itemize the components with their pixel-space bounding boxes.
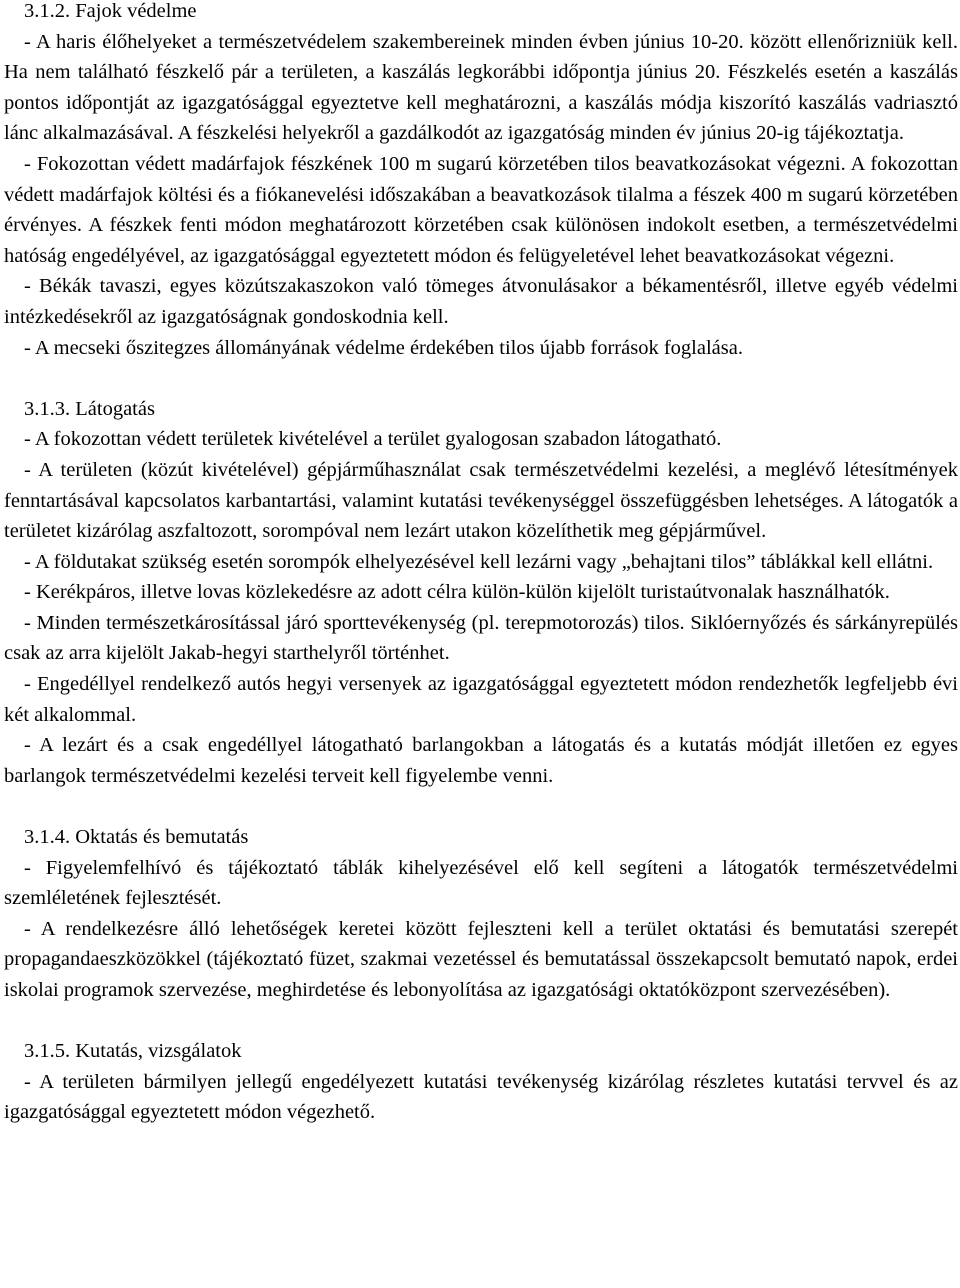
paragraph: - Békák tavaszi, egyes közútszakaszokon való tömeges átvonulásakor a békamentésről, illetve egyéb védelmi intézkedésekről az igazgatóságnak gondoskodnia kell.	[4, 275, 958, 328]
paragraph: - A haris élőhelyeket a természetvédelem szakembereinek minden évben június 10-20. között ellenőrizniük kell. Ha nem található fészkelő pár a területen, a kaszálás legkorábbi időpontja június 20. Fészkelés esetén a kaszálás pontos időpontját az igazgatósággal egyeztetve kell meghatározni, a kaszálás módja kiszorító kaszálás vadriasztó lánc alkalmazásával. A fészkelési helyekről a gazdálkodót az igazgatóság minden év június 20-ig tájékoztatja.	[4, 30, 958, 145]
section-fajok-vedelme	[4, 0, 958, 363]
paragraph: - Engedéllyel rendelkező autós hegyi versenyek az igazgatósággal egyeztetett módon rendezhetők legfeljebb évi két alkalommal.	[4, 673, 958, 726]
paragraph: - A lezárt és a csak engedéllyel látogatható barlangokban a látogatás és a kutatás módját illetően ez egyes barlangok természetvédelmi kezelési terveit kell figyelembe venni.	[4, 734, 958, 787]
paragraph: - Fokozottan védett madárfajok fészkének 100 m sugarú körzetében tilos beavatkozásokat végezni. A fokozottan védett madárfajok költési és a fiókanevelési időszakában a beavatkozások tilalma a fészek 400 m sugarú körzetében érvényes. A fészkek fenti módon meghatározott körzetében csak különösen indokolt esetben, a természetvédelmi hatóság engedélyével, az igazgatósággal egyeztetett módon és felügyeletével lehet beavatkozásokat végezni.	[4, 152, 958, 267]
section-kutatas-vizsgalatok	[4, 1036, 958, 1128]
paragraph: - A területen bármilyen jellegű engedélyezett kutatási tevékenység kizárólag részletes kutatási tervvel és az igazgatósággal egyeztetett módon végezhető.	[4, 1070, 958, 1124]
section-spacer	[4, 791, 958, 822]
section-heading: 3.1.4. Oktatás és bemutatás	[24, 826, 249, 849]
section-heading: 3.1.5. Kutatás, vizsgálatok	[24, 1040, 242, 1063]
paragraph: - A fokozottan védett területek kivételével a terület gyalogosan szabadon látogatható.	[24, 428, 722, 451]
paragraph: - A földutakat szükség esetén sorompók elhelyezésével kell lezárni vagy „behajtani tilos” táblákkal kell ellátni.	[24, 550, 934, 573]
paragraph: - A rendelkezésre álló lehetőségek keretei között fejleszteni kell a terület oktatási és bemutatási szerepét propagandaeszközökkel (tájékoztató füzet, szakmai vezetéssel és bemutatással összekapcsolt bemutató napok, erdei iskolai programok szervezése, meghirdetése és lebonyolítása az igazgatósági oktatóközpont szervezésében).	[4, 917, 958, 1001]
paragraph: - Figyelemfelhívó és tájékoztató táblák kihelyezésével elő kell segíteni a látogatók természetvédelmi szemléletének fejlesztését.	[4, 856, 958, 910]
section-heading: 3.1.2. Fajok védelme	[24, 0, 197, 22]
section-latogatas	[4, 394, 958, 792]
paragraph: - Kerékpáros, illetve lovas közlekedésre az adott célra külön-külön kijelölt turistaútvonalak használhatók.	[24, 581, 890, 604]
section-heading: 3.1.3. Látogatás	[24, 397, 155, 420]
section-oktatas-es-bemutatas	[4, 822, 958, 1006]
paragraph: - Minden természetkárosítással járó sporttevékenység (pl. terepmotorozás) tilos. Siklóernyőzés és sárkányrepülés csak az arra kijelölt Jakab-hegyi starthelyről történhet.	[4, 611, 958, 665]
paragraph: - A mecseki őszitegzes állományának védelme érdekében tilos újabb források foglalása.	[24, 336, 743, 359]
section-spacer	[4, 363, 958, 394]
section-spacer	[4, 1006, 958, 1037]
paragraph: - A területen (közút kivételével) gépjárműhasználat csak természetvédelmi kezelési, a meglévő létesítmények fenntartásával kapcsolatos karbantartási, valamint kutatási tevékenységgel összefüggésben lehetséges. A látogatók a területet kizárólag aszfaltozott, sorompóval nem lezárt utakon közelíthetik meg gépjárművel.	[4, 458, 958, 543]
